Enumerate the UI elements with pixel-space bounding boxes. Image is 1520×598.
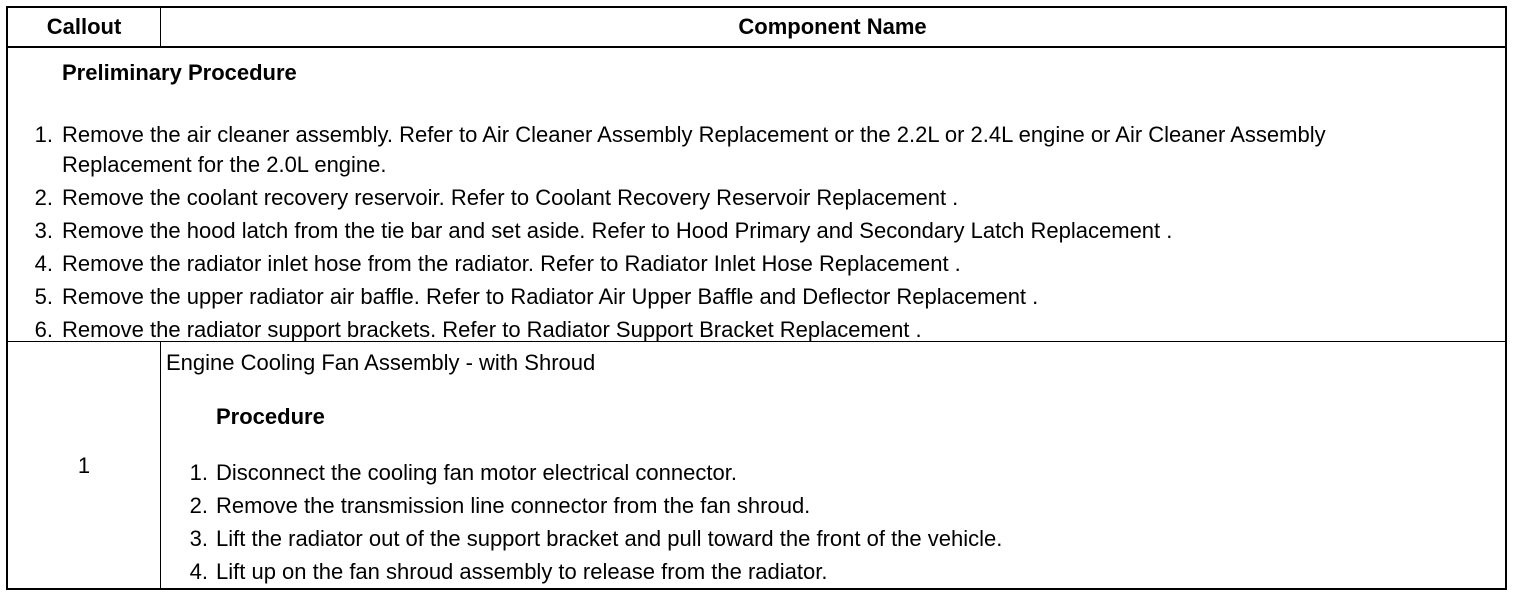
procedure-steps-list [160, 458, 1505, 590]
list-item [8, 216, 1505, 246]
step-number: 3. [189, 526, 208, 551]
step-number: 4. [189, 559, 208, 584]
component-name: Engine Cooling Fan Assembly - with Shroud [166, 350, 596, 375]
step-text: Remove the upper radiator air baffle. Refer to Radiator Air Upper Baffle and Deflector Replacement . [62, 284, 1039, 309]
preliminary-procedure-row [8, 48, 1505, 342]
step-number: 3. [34, 218, 53, 243]
list-item [8, 120, 1505, 180]
list-item [160, 491, 1505, 521]
step-number: 4. [34, 251, 53, 276]
list-item [8, 315, 1505, 345]
step-text: Remove the hood latch from the tie bar and set aside. Refer to Hood Primary and Secondary Latch Replacement . [62, 218, 1173, 243]
step-text: Disconnect the cooling fan motor electrical connector. [216, 460, 737, 485]
component-name-column-header: Component Name [738, 14, 927, 39]
list-item [8, 282, 1505, 312]
table-header-row [8, 8, 1505, 48]
step-number: 6. [34, 317, 53, 342]
step-text: Remove the air cleaner assembly. Refer to Air Cleaner Assembly Replacement or the 2.2L or 2.4L engine or Air Cleaner Assembly Replacement for the 2.0L engine. [62, 122, 1326, 177]
procedure-title: Procedure [216, 404, 325, 429]
step-number: 5. [34, 284, 53, 309]
list-item [8, 249, 1505, 279]
step-number: 1. [34, 122, 53, 147]
step-number: 2. [189, 493, 208, 518]
preliminary-procedure-title: Preliminary Procedure [62, 60, 297, 85]
step-number: 2. [34, 185, 53, 210]
step-text: Lift the radiator out of the support bracket and pull toward the front of the vehicle. [216, 526, 1003, 551]
list-item [8, 183, 1505, 213]
procedure-table [6, 6, 1507, 590]
list-item [160, 557, 1505, 587]
list-item [160, 524, 1505, 554]
step-text: Remove the radiator support brackets. Refer to Radiator Support Bracket Replacement . [62, 317, 922, 342]
step-text: Remove the coolant recovery reservoir. Refer to Coolant Recovery Reservoir Replacement . [62, 185, 959, 210]
step-text: Remove the transmission line connector from the fan shroud. [216, 493, 811, 518]
callout-number: 1 [8, 342, 161, 590]
component-cell [160, 342, 1505, 590]
callout-column-header: Callout [8, 8, 161, 46]
list-item [160, 458, 1505, 488]
step-text: Lift up on the fan shroud assembly to release from the radiator. [216, 559, 828, 584]
table-row [8, 342, 1505, 590]
step-text: Remove the radiator inlet hose from the radiator. Refer to Radiator Inlet Hose Replacement . [62, 251, 961, 276]
step-number: 1. [189, 460, 208, 485]
preliminary-steps-list [8, 120, 1505, 348]
